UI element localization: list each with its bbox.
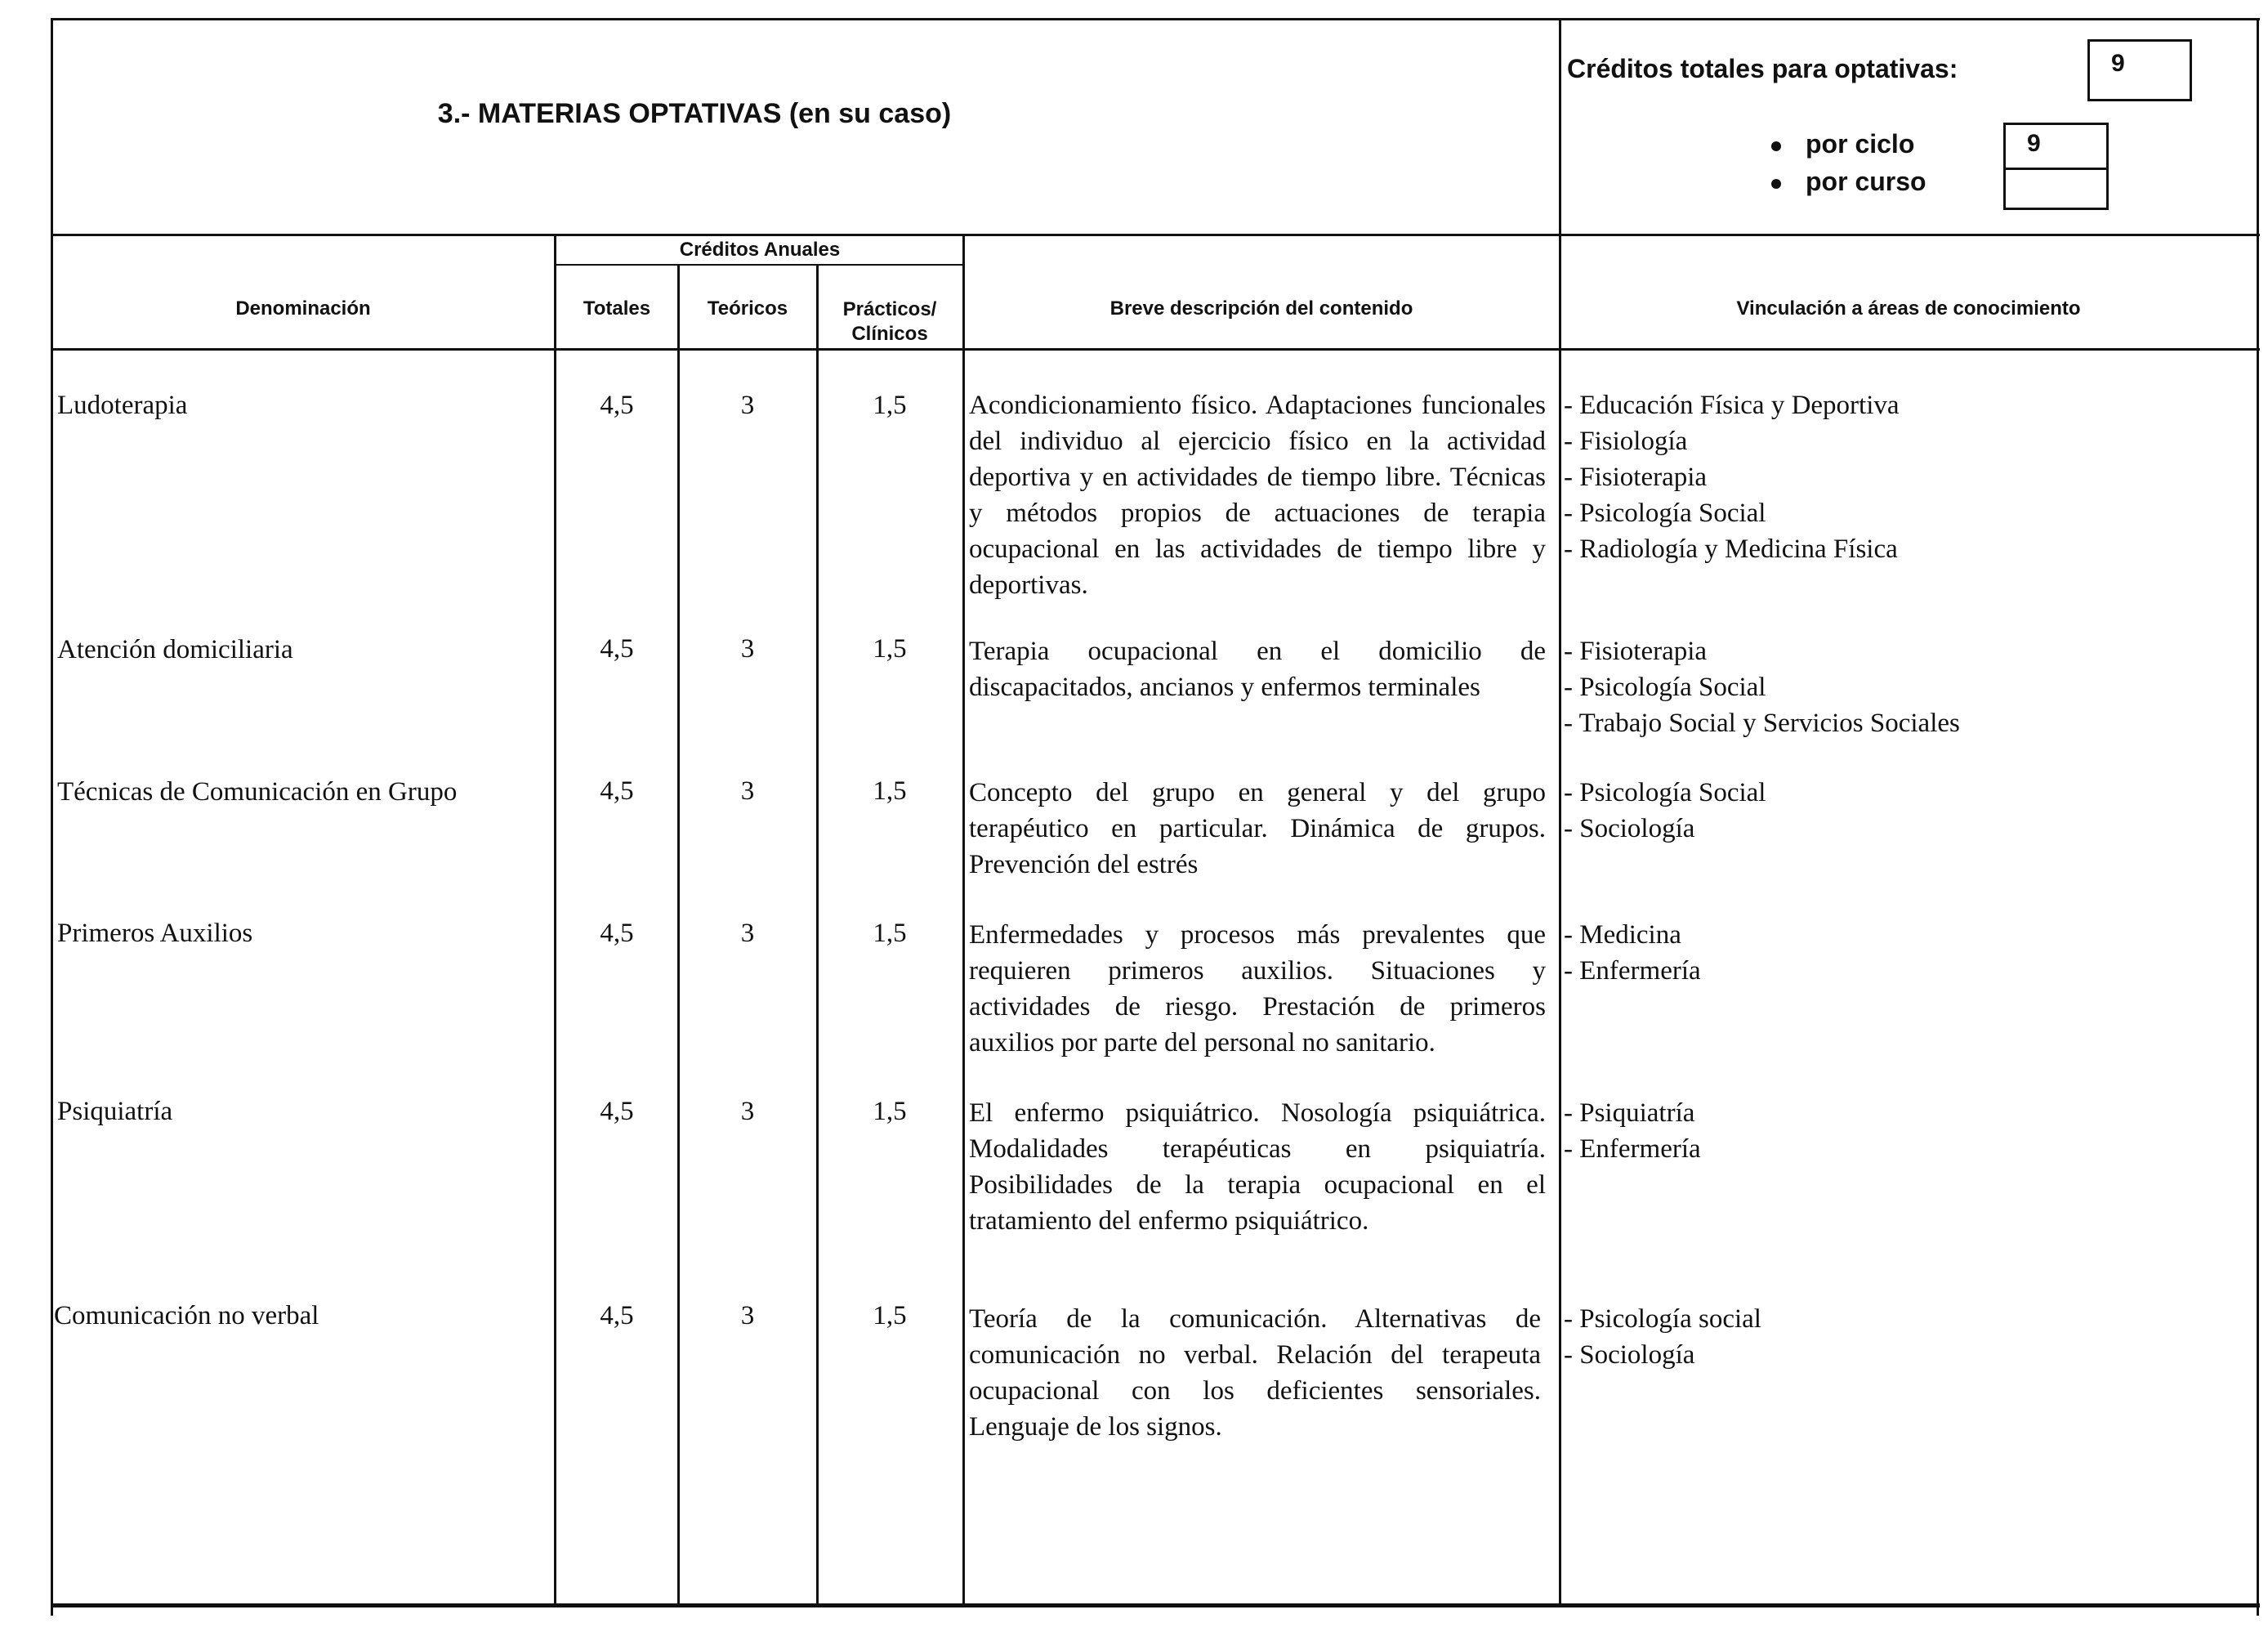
table-row-denominacion: Técnicas de Comunicación en Grupo: [57, 777, 458, 807]
creditos-totales-label: Créditos totales para optativas:: [1567, 54, 1958, 83]
table-row-totales: 4,5: [600, 1301, 634, 1330]
table-row-descripcion: Terapia ocupacional en el domicilio de discapacitados, ancianos y enfermos terminales: [969, 637, 1546, 702]
table-row-vinculacion: - Psiquiatría - Enfermería: [1564, 1098, 1701, 1164]
col-header-creditos-anuales: Créditos Anuales: [679, 239, 841, 261]
table-row-practicos: 1,5: [873, 776, 907, 806]
table-row-totales: 4,5: [600, 391, 634, 420]
col-header-vinculacion: Vinculación a áreas de conocimiento: [1736, 297, 2081, 320]
table-row-practicos: 1,5: [873, 634, 907, 664]
table-row-vinculacion: - Psicología Social - Sociología: [1564, 778, 1766, 843]
table-row-totales: 4,5: [600, 776, 634, 806]
column-header-separator: [51, 348, 2260, 351]
table-row-practicos: 1,5: [873, 1097, 907, 1126]
frame-bottom: [51, 1603, 2260, 1607]
bullet-icon: [1771, 179, 1781, 189]
por-ciclo-label: por ciclo: [1806, 129, 1915, 159]
creditos-anuales-underline: [556, 264, 964, 266]
por-curso-label: por curso: [1806, 167, 1926, 196]
table-row-teoricos: 3: [740, 634, 755, 664]
table-row-descripcion: Teoría de la comunicación. Alternativas de comunicación no verbal. Relación del terapeuta ocupacional con los deficientes sensoriales. Lenguaje de los signos.: [969, 1304, 1541, 1442]
table-row-descripcion: Enfermedades y procesos más prevalentes que requieren primeros auxilios. Situaciones y actividades de riesgo. Prestación de primeros auxilios por parte del personal no sanitario.: [969, 920, 1546, 1057]
table-row-denominacion: Comunicación no verbal: [54, 1301, 319, 1330]
table-row-teoricos: 3: [740, 776, 755, 806]
table-row-denominacion: Psiquiatría: [57, 1097, 173, 1126]
por-curso-box: [2003, 168, 2109, 210]
table-row-teoricos: 3: [740, 1301, 755, 1330]
table-row-denominacion: Primeros Auxilios: [57, 919, 253, 948]
col-line-practicos: [962, 235, 965, 1605]
table-row-teoricos: 3: [740, 919, 755, 948]
table-row-descripcion: Concepto del grupo en general y del grupo terapéutico en particular. Dinámica de grupos. Prevención del estrés: [969, 778, 1546, 879]
frame-right: [2257, 18, 2259, 1616]
table-row-descripcion: Acondicionamiento físico. Adaptaciones funcionales del individuo al ejercicio físico en la actividad deportiva y en actividades de tiempo libre. Técnicas y métodos propios de actuaciones de terapia ocupacional en las actividades de tiempo libre y deportivas.: [969, 391, 1546, 600]
creditos-totales-box: [2087, 39, 2192, 101]
table-row-teoricos: 3: [740, 391, 755, 420]
table-row-practicos: 1,5: [873, 1301, 907, 1330]
frame-left: [51, 18, 53, 1616]
bullet-icon: [1771, 141, 1781, 151]
table-row-totales: 4,5: [600, 1097, 634, 1126]
table-row-totales: 4,5: [600, 634, 634, 664]
table-row-vinculacion: - Fisioterapia - Psicología Social - Trabajo Social y Servicios Sociales: [1564, 637, 1960, 738]
por-curso-row: [1771, 167, 1926, 197]
col-line-descripcion: [1559, 18, 1561, 1605]
por-ciclo-row: [1771, 129, 1914, 159]
col-header-practicos-line1: Prácticos/: [842, 298, 937, 320]
table-row-denominacion: Ludoterapia: [57, 391, 188, 420]
col-header-teoricos: Teóricos: [707, 297, 788, 320]
table-row-denominacion: Atención domiciliaria: [57, 635, 293, 664]
col-header-practicos-line2: Clínicos: [851, 323, 928, 345]
table-row-totales: 4,5: [600, 919, 634, 948]
table-row-descripcion: El enfermo psiquiátrico. Nosología psiquiátrica. Modalidades terapéuticas en psiquiatría. Posibilidades de la terapia ocupacional en el tratamiento del enfermo psiquiátrico.: [969, 1098, 1546, 1236]
table-row-practicos: 1,5: [873, 919, 907, 948]
table-row-teoricos: 3: [740, 1097, 755, 1126]
page-title: 3.- MATERIAS OPTATIVAS (en su caso): [437, 98, 952, 129]
creditos-totales-value: 9: [2111, 50, 2125, 77]
table-row-vinculacion: - Medicina - Enfermería: [1564, 920, 1701, 986]
col-header-practicos: [817, 297, 962, 347]
header-separator: [51, 234, 2260, 236]
col-header-descripcion: Breve descripción del contenido: [1109, 297, 1413, 320]
col-header-totales: Totales: [583, 297, 651, 320]
table-row-vinculacion: - Educación Física y Deportiva - Fisiología - Fisioterapia - Psicología Social - Radiología y Medicina Física: [1564, 391, 1900, 564]
por-ciclo-value: 9: [2027, 130, 2041, 157]
table-row-vinculacion: - Psicología social - Sociología: [1564, 1304, 1761, 1370]
por-ciclo-box: [2003, 123, 2109, 170]
table-row-practicos: 1,5: [873, 391, 907, 420]
frame-top: [51, 18, 2260, 20]
col-header-denominacion: Denominación: [235, 297, 371, 320]
